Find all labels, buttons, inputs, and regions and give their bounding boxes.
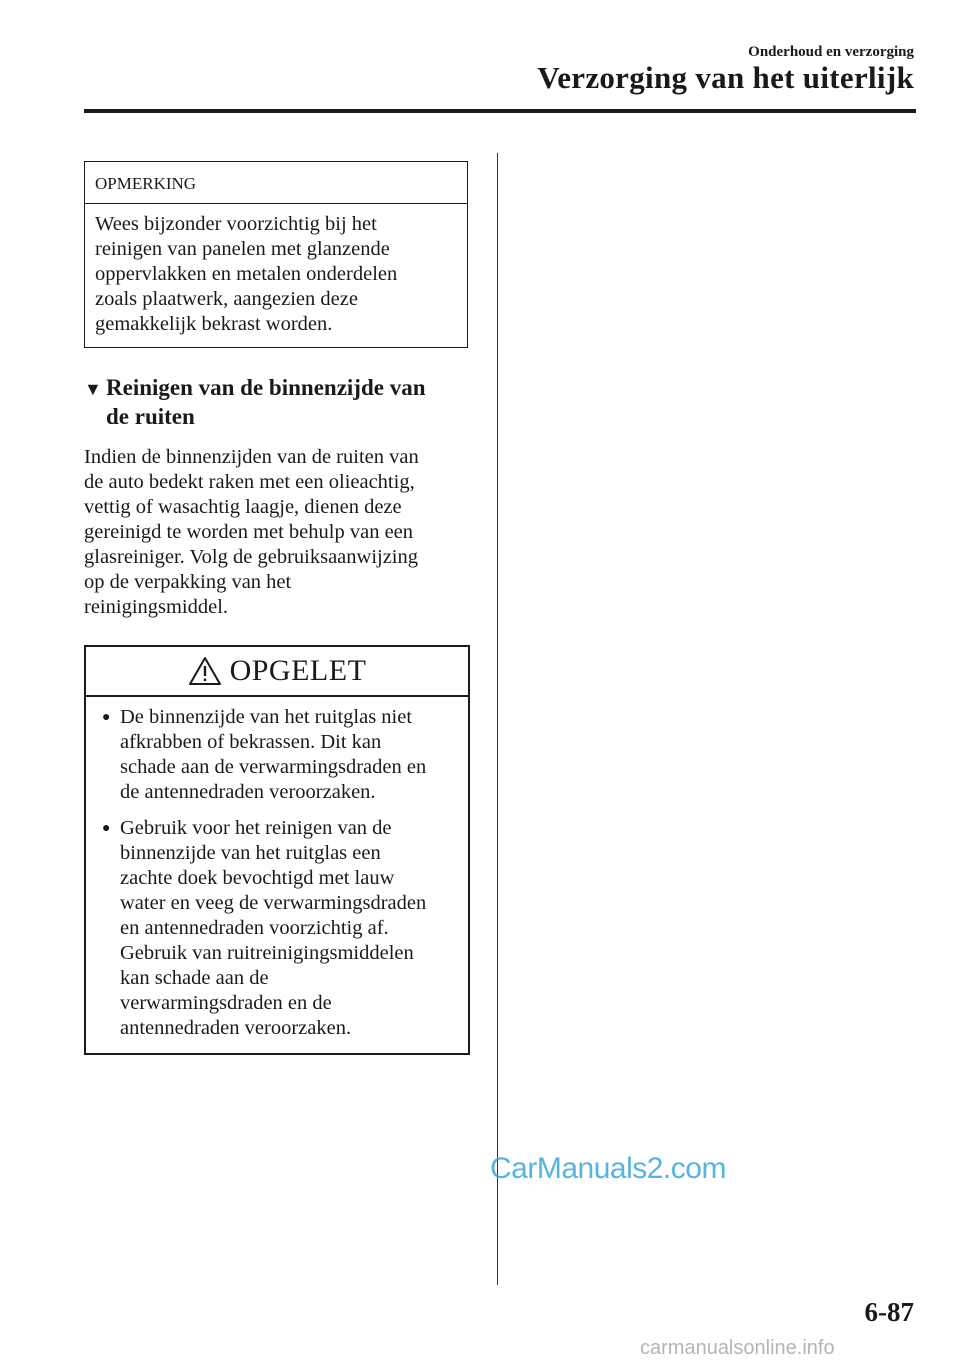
body-paragraph [84, 445, 479, 620]
paragraph-line: op de verpakking van het [84, 571, 292, 593]
header-rule [84, 109, 916, 113]
caution-line: binnenzijde van het ruitglas een [120, 842, 381, 864]
note-line: reinigen van panelen met glanzende [95, 238, 390, 260]
section-heading-line: Reinigen van de binnenzijde van [106, 375, 426, 400]
caution-line: zachte doek bevochtigd met lauw [120, 867, 395, 889]
paragraph-line: Indien de binnenzijden van de ruiten van [84, 446, 419, 468]
note-line: zoals plaatwerk, aangezien deze [95, 288, 358, 310]
caution-list [86, 697, 468, 1041]
caution-box [84, 645, 470, 1055]
caution-line: de antennedraden veroorzaken. [120, 781, 376, 803]
down-triangle-icon: ▼ [84, 379, 102, 399]
bullet-icon: ● [102, 821, 111, 836]
watermark-link[interactable]: CarManuals2.com [490, 1152, 726, 1185]
caution-header [86, 647, 468, 697]
caution-line: verwarmingsdraden en de [120, 992, 332, 1014]
note-box [84, 161, 468, 348]
warning-triangle-icon [188, 656, 222, 686]
caution-item [96, 816, 460, 1041]
caution-line: De binnenzijde van het ruitglas niet [120, 706, 413, 728]
column-divider [497, 153, 498, 1285]
caution-line: afkrabben of bekrassen. Dit kan [120, 731, 382, 753]
bullet-icon: ● [102, 710, 111, 725]
caution-line: Gebruik voor het reinigen van de [120, 817, 392, 839]
note-heading: OPMERKING [85, 162, 467, 204]
section-heading [84, 374, 484, 431]
chapter-title: Verzorging van het uiterlijk [537, 60, 914, 95]
note-body [85, 204, 467, 337]
caution-line: kan schade aan de [120, 967, 269, 989]
paragraph-line: gereinigd te worden met behulp van een [84, 521, 414, 543]
paragraph-line: de auto bedekt raken met een olieachtig, [84, 471, 415, 493]
caution-line: water en veeg de verwarmingsdraden [120, 892, 427, 914]
note-line: gemakkelijk bekrast worden. [95, 313, 333, 335]
section-label: Onderhoud en verzorging [748, 44, 914, 60]
note-line: oppervlakken en metalen onderdelen [95, 263, 398, 285]
caution-line: Gebruik van ruitreinigingsmiddelen [120, 942, 414, 964]
caution-line: en antennedraden voorzichtig af. [120, 917, 389, 939]
note-line: Wees bijzonder voorzichtig bij het [95, 213, 377, 235]
paragraph-line: glasreiniger. Volg de gebruiksaanwijzing [84, 546, 419, 568]
caution-title: OPGELET [229, 654, 367, 687]
paragraph-line: vettig of wasachtig laagje, dienen deze [84, 496, 402, 518]
caution-line: antennedraden veroorzaken. [120, 1017, 352, 1039]
caution-line: schade aan de verwarmingsdraden en [120, 756, 427, 778]
caution-item [96, 705, 460, 805]
footer-watermark: carmanualsonline.info [640, 1337, 835, 1359]
paragraph-line: reinigingsmiddel. [84, 596, 229, 618]
page-number: 6-87 [864, 1297, 914, 1327]
section-heading-line: de ruiten [106, 404, 195, 429]
